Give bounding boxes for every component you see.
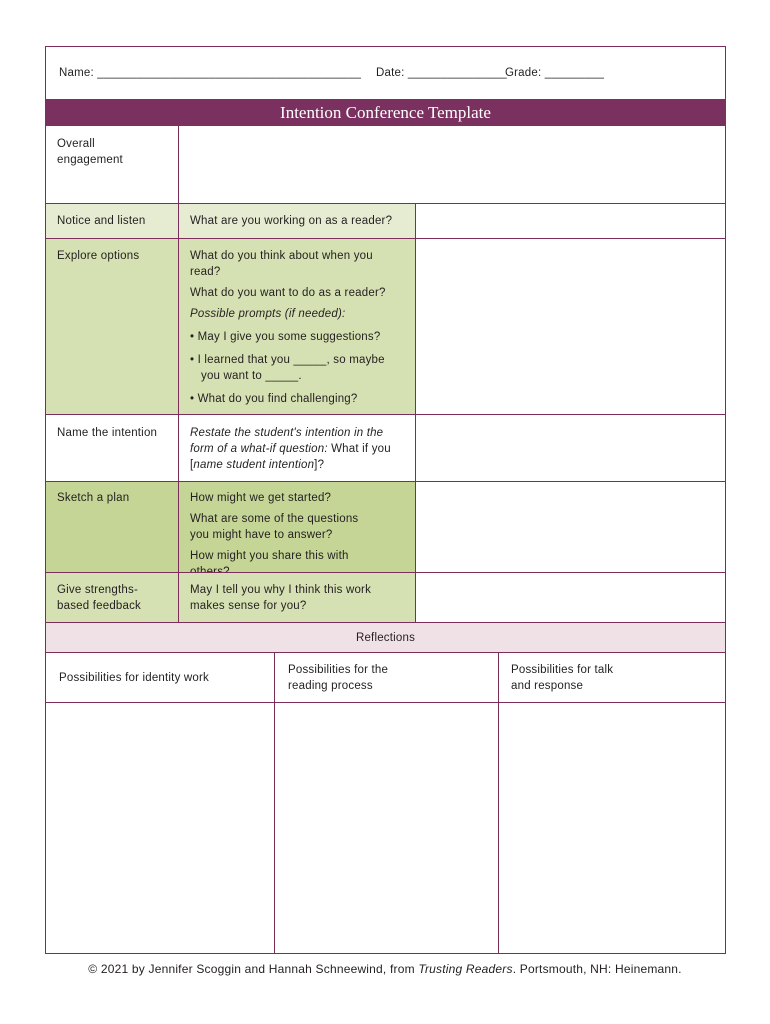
row-label-explore-options: Explore options xyxy=(57,250,140,262)
explore-prompt-3: • What do you find challenging? xyxy=(190,393,358,405)
explore-question-2: What do you want to do as a reader? xyxy=(190,287,386,299)
name-intention-text xyxy=(190,425,408,473)
reflections-header: Reflections xyxy=(355,632,416,644)
feedback-question: May I tell you why I think this work makes sense for you? xyxy=(190,584,372,612)
name-intention-placeholder: name student intention xyxy=(193,459,315,471)
name-field-label: Name: ________________________________________ xyxy=(59,67,362,79)
row-label-feedback: Give strengths-based feedback xyxy=(57,584,142,612)
row-label-sketch-plan: Sketch a plan xyxy=(57,492,130,504)
explore-prompts-label: Possible prompts (if needed): xyxy=(190,308,346,320)
grade-field-label: Grade: _________ xyxy=(505,67,605,79)
explore-prompt-2: • I learned that you _____, so maybe you want to _____. xyxy=(190,354,385,382)
reflection-col-identity: Possibilities for identity work xyxy=(59,672,210,684)
explore-options-label-cell xyxy=(46,239,178,415)
book-title: Trusting Readers xyxy=(418,962,513,976)
notice-listen-question: What are you working on as a reader? xyxy=(190,215,393,227)
reflection-col-reading-process: Possibilities for the reading process xyxy=(288,664,389,692)
name-intention-question: What if you [ xyxy=(190,443,391,471)
row-label-overall-engagement: Overall engagement xyxy=(57,138,123,166)
date-field-label: Date: _______________ xyxy=(376,67,507,79)
row-label-name-intention: Name the intention xyxy=(57,427,158,439)
sketch-plan-questions xyxy=(190,490,370,585)
sketch-question-1: How might we get started? xyxy=(190,492,332,504)
copyright-footer: © 2021 by Jennifer Scoggin and Hannah Schneewind, from Trusting Readers. Portsmouth, NH: Heinemann. xyxy=(88,962,682,976)
explore-prompt-1: • May I give you some suggestions? xyxy=(190,331,381,343)
sketch-question-2: What are some of the questions you might have to answer? xyxy=(190,513,359,541)
name-intention-question-end: ]? xyxy=(314,459,325,471)
name-intention-instruction: Restate the student's intention in the form of a what-if question: xyxy=(190,427,384,455)
sketch-question-3: How might you share this with xyxy=(190,550,349,562)
explore-options-questions xyxy=(190,248,404,414)
reflection-col-talk-response: Possibilities for talk and response xyxy=(511,664,614,692)
explore-question-1: What do you think about when you read? xyxy=(190,250,373,278)
page-title: Intention Conference Template xyxy=(45,99,726,126)
row-label-notice-listen: Notice and listen xyxy=(57,215,146,227)
